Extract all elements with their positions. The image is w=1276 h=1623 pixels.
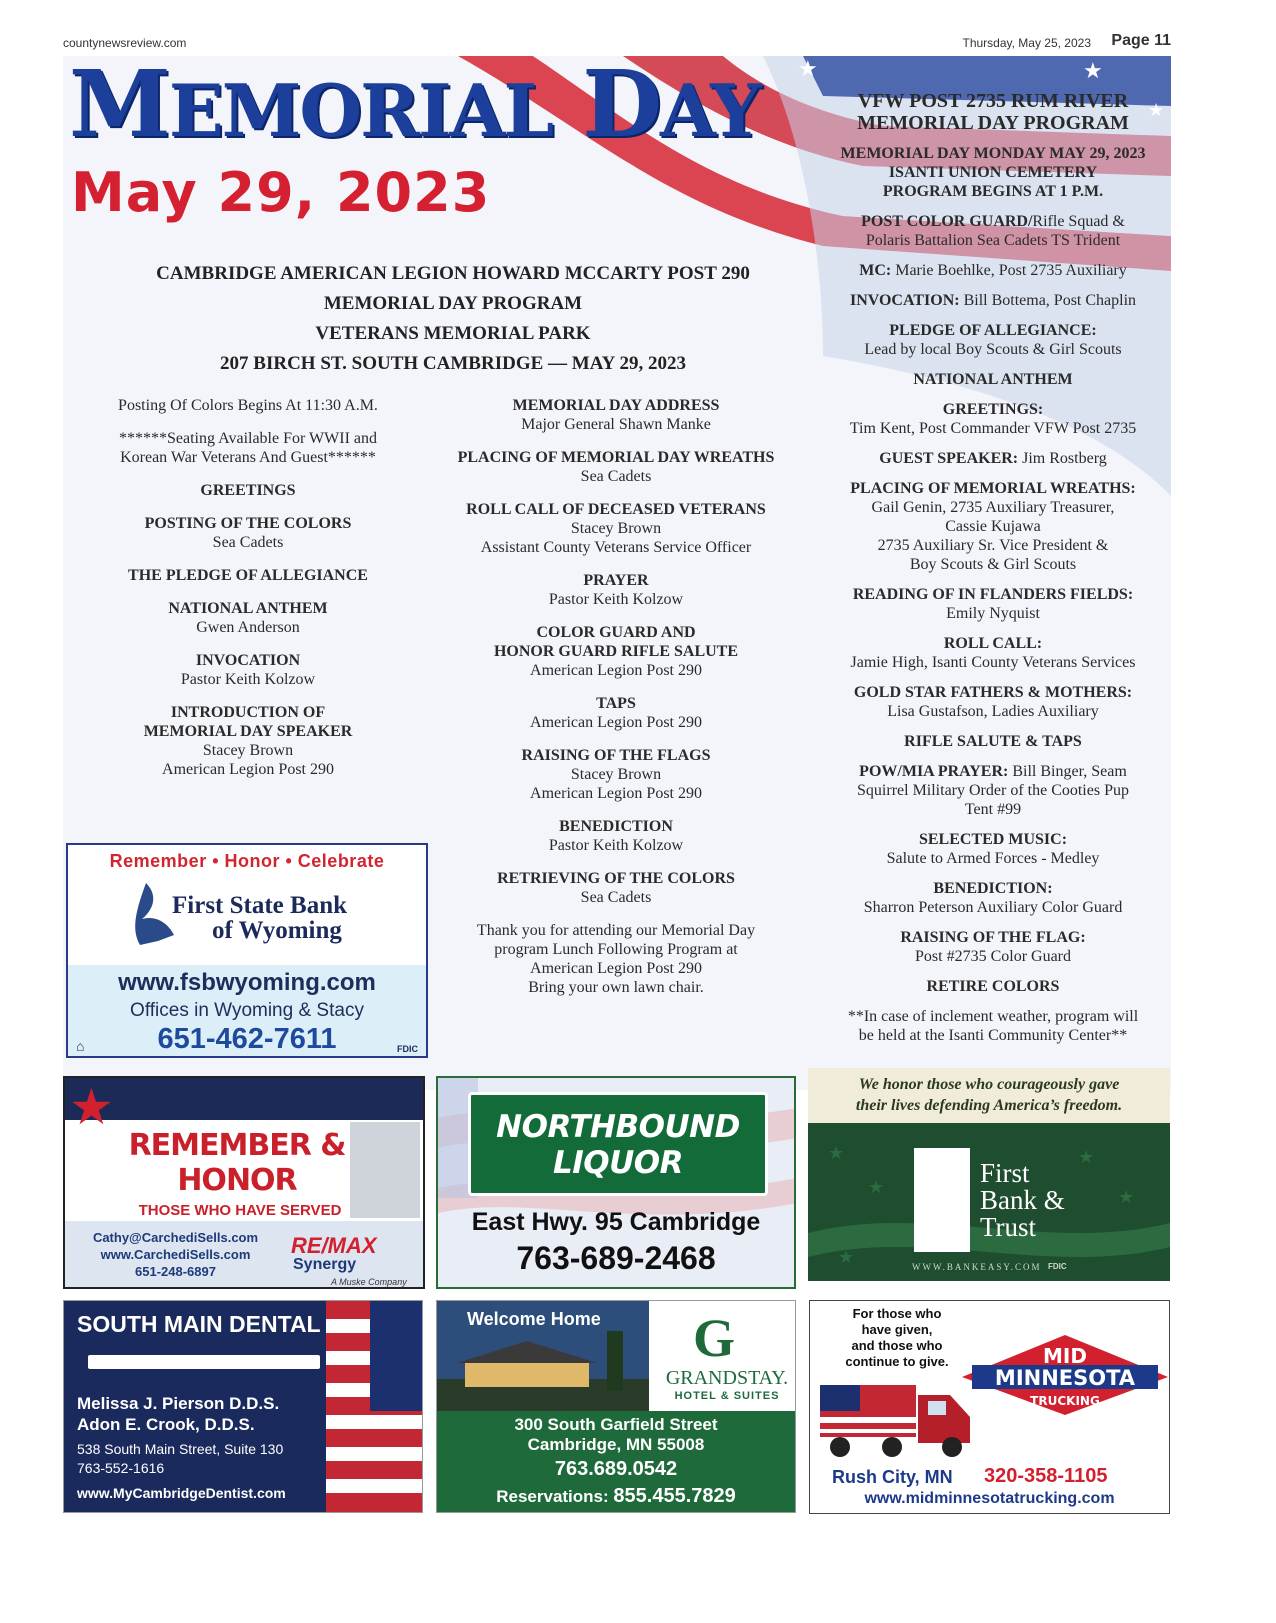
fsb-tagline: Remember • Honor • Celebrate bbox=[109, 851, 385, 871]
ad-first-bank-trust[interactable] bbox=[808, 1068, 1170, 1281]
program-item-detail: American Legion Post 290 bbox=[162, 761, 334, 778]
remax-headline bbox=[107, 1128, 367, 1198]
program-item bbox=[818, 732, 1168, 751]
program-item-title: NATIONAL ANTHEM bbox=[913, 371, 1073, 388]
cambridge-heading-line: CAMBRIDGE AMERICAN LEGION HOWARD MCCARTY POST 290 bbox=[156, 263, 750, 284]
fsb-name bbox=[172, 893, 347, 943]
program-item-title: RIFLE SALUTE & TAPS bbox=[904, 733, 1082, 750]
vfw-title bbox=[818, 90, 1168, 134]
program-item-title: SELECTED MUSIC: bbox=[918, 831, 1068, 848]
remax-phone[interactable]: 651-248-6897 bbox=[135, 1264, 216, 1279]
program-item-detail: Polaris Battalion Sea Cadets TS Trident bbox=[865, 232, 1121, 249]
goose-icon bbox=[128, 879, 178, 951]
program-item-heading bbox=[83, 566, 413, 585]
ad-northbound-liquor[interactable] bbox=[436, 1076, 796, 1289]
reservations-label: Reservations: bbox=[496, 1487, 614, 1506]
program-item-heading bbox=[433, 869, 799, 888]
mm-logo-line-2: MINNESOTA bbox=[994, 1366, 1136, 1390]
program-item-heading bbox=[433, 746, 799, 765]
flag-icon bbox=[326, 1301, 423, 1513]
cambridge-heading-line: MEMORIAL DAY PROGRAM bbox=[323, 293, 583, 314]
program-item-heading bbox=[83, 481, 413, 500]
remax-affiliation: A Muske Company bbox=[331, 1277, 407, 1287]
svg-text:★: ★ bbox=[1083, 59, 1103, 84]
program-item-detail: Pastor Keith Kolzow bbox=[180, 671, 316, 688]
northbound-address: East Hwy. 95 Cambridge bbox=[471, 1208, 761, 1236]
program-item bbox=[818, 144, 1168, 201]
ad-remax-synergy[interactable] bbox=[63, 1076, 425, 1289]
mm-logo-line-3: TRUCKING bbox=[1030, 1394, 1100, 1408]
ad-first-state-bank[interactable] bbox=[66, 843, 428, 1058]
cambridge-heading-line: VETERANS MEMORIAL PARK bbox=[315, 323, 591, 344]
remax-email[interactable]: Cathy@CarchediSells.com bbox=[92, 1230, 259, 1245]
fbt-quote-line-2: their lives defending America’s freedom. bbox=[855, 1097, 1123, 1114]
title-ay: AY bbox=[659, 68, 760, 153]
grandstay-reservations bbox=[437, 1485, 795, 1508]
mm-website[interactable]: www.midminnesotatrucking.com bbox=[864, 1490, 1115, 1507]
program-item-detail: Bring your own lawn chair. bbox=[528, 979, 704, 996]
program-item-title: THE PLEDGE OF ALLEGIANCE bbox=[128, 567, 368, 584]
program-item-detail: Gwen Anderson bbox=[196, 619, 300, 636]
program-item-detail: Pastor Keith Kolzow bbox=[548, 837, 684, 854]
program-item-title: BENEDICTION: bbox=[933, 880, 1053, 897]
program-item bbox=[818, 212, 1168, 250]
program-item-heading bbox=[818, 732, 1168, 751]
mm-tagline-line: continue to give. bbox=[845, 1354, 949, 1369]
program-item-heading bbox=[818, 400, 1168, 419]
program-item-heading bbox=[818, 212, 1168, 231]
svg-text:★: ★ bbox=[798, 57, 818, 82]
program-item-heading bbox=[433, 448, 799, 467]
fsb-phone[interactable]: 651-462-7611 bbox=[157, 1023, 337, 1055]
program-item bbox=[433, 694, 799, 732]
program-item bbox=[433, 623, 799, 680]
program-item bbox=[83, 429, 413, 467]
program-item-title: PLACING OF MEMORIAL WREATHS: bbox=[850, 480, 1136, 497]
vfw-title-line: MEMORIAL DAY PROGRAM bbox=[857, 112, 1129, 134]
remax-website[interactable]: www.CarchediSells.com bbox=[100, 1247, 251, 1262]
program-item-title: ROLL CALL: bbox=[943, 635, 1043, 652]
program-item-title: GREETINGS bbox=[200, 482, 296, 499]
program-item-detail: Sea Cadets bbox=[580, 889, 652, 906]
program-item bbox=[433, 817, 799, 855]
program-item-detail: Assistant County Veterans Service Officer bbox=[480, 539, 752, 556]
program-item-title: RETIRE COLORS bbox=[926, 978, 1060, 995]
remax-contact bbox=[73, 1229, 278, 1280]
program-item-title: INVOCATION: bbox=[849, 292, 964, 309]
program-item bbox=[818, 1007, 1168, 1045]
truck-icon bbox=[820, 1375, 980, 1465]
northbound-name-line-2: LIQUOR bbox=[552, 1145, 684, 1181]
program-item-detail: Jim Rostberg bbox=[1022, 450, 1107, 467]
program-item-heading bbox=[818, 928, 1168, 947]
program-item-detail: Cassie Kujawa bbox=[945, 518, 1041, 535]
vfw-title-line: VFW POST 2735 RUM RIVER bbox=[857, 90, 1129, 112]
fbt-quote bbox=[808, 1074, 1170, 1116]
program-item bbox=[818, 261, 1168, 280]
dental-contact bbox=[77, 1440, 283, 1478]
program-item-detail: Stacey Brown bbox=[570, 766, 662, 783]
remax-logo: RE/MAX bbox=[291, 1233, 377, 1258]
program-item-heading bbox=[818, 144, 1168, 201]
remax-headline-line-2: HONOR bbox=[177, 1163, 297, 1198]
program-item-heading bbox=[818, 977, 1168, 996]
program-item-title: PROGRAM BEGINS AT 1 P.M. bbox=[882, 183, 1104, 200]
program-item-detail: be held at the Isanti Community Center** bbox=[858, 1027, 1128, 1044]
program-item-title: INVOCATION bbox=[195, 652, 301, 669]
grandstay-name: GRANDSTAY. bbox=[665, 1367, 789, 1389]
mm-city: Rush City, MN bbox=[832, 1467, 953, 1487]
program-item-title: RAISING OF THE FLAGS bbox=[521, 747, 711, 764]
program-item bbox=[83, 514, 413, 552]
program-item-detail: Lisa Gustafson, Ladies Auxiliary bbox=[887, 703, 1099, 720]
program-item-title: READING OF IN FLANDERS FIELDS: bbox=[852, 586, 1134, 603]
program-item-title: POST COLOR GUARD/ bbox=[861, 213, 1033, 230]
program-item bbox=[433, 571, 799, 609]
program-item-detail: Marie Boehlke, Post 2735 Auxiliary bbox=[895, 262, 1127, 279]
mm-logo bbox=[962, 1335, 1168, 1415]
remax-headline-line-1: REMEMBER & bbox=[128, 1128, 346, 1163]
program-item bbox=[83, 396, 413, 415]
program-item-title: GUEST SPEAKER: bbox=[879, 450, 1023, 467]
cambridge-heading bbox=[83, 259, 823, 379]
fbt-name-line-1: First bbox=[980, 1158, 1030, 1188]
program-item bbox=[433, 746, 799, 803]
program-item-heading bbox=[818, 879, 1168, 898]
dental-website[interactable]: www.MyCambridgeDentist.com bbox=[77, 1485, 286, 1501]
program-item-title: PLACING OF MEMORIAL DAY WREATHS bbox=[457, 449, 775, 466]
program-item-detail: Bill Bottema, Post Chaplin bbox=[963, 292, 1137, 309]
vfw-program-column bbox=[818, 90, 1168, 1056]
title-emorial: EMORIAL bbox=[168, 68, 553, 153]
mm-phone[interactable]: 320-358-1105 bbox=[984, 1465, 1108, 1487]
program-item-detail: Bill Binger, Seam bbox=[1012, 763, 1127, 780]
event-date: May 29, 2023 bbox=[71, 161, 491, 224]
program-item bbox=[818, 762, 1168, 819]
program-item bbox=[818, 683, 1168, 721]
svg-text:★: ★ bbox=[838, 1247, 855, 1268]
program-item-detail: Korean War Veterans And Guest****** bbox=[120, 449, 376, 466]
program-item bbox=[433, 921, 799, 997]
program-item-heading bbox=[818, 321, 1168, 340]
program-item bbox=[818, 977, 1168, 996]
program-item-detail: Stacey Brown bbox=[570, 520, 662, 537]
program-item bbox=[818, 928, 1168, 966]
program-item-heading bbox=[433, 500, 799, 519]
program-item-title: HONOR GUARD RIFLE SALUTE bbox=[493, 643, 739, 660]
program-item-title: GREETINGS: bbox=[942, 401, 1044, 418]
program-item-title: PLEDGE OF ALLEGIANCE: bbox=[889, 322, 1097, 339]
title-initial-m: M bbox=[69, 56, 169, 158]
fbt-name-line-2: Bank & bbox=[980, 1185, 1065, 1215]
program-item-heading bbox=[433, 817, 799, 836]
program-item-title: MEMORIAL DAY ADDRESS bbox=[512, 397, 720, 414]
program-item-heading bbox=[433, 623, 799, 661]
issue-date: Thursday, May 25, 2023 bbox=[962, 36, 1091, 50]
program-item-detail: Major General Shawn Manke bbox=[521, 416, 711, 433]
program-item-detail: American Legion Post 290 bbox=[530, 662, 702, 679]
grandstay-address-2: Cambridge, MN 55008 bbox=[527, 1435, 705, 1454]
program-item-heading bbox=[818, 261, 1168, 280]
program-item bbox=[83, 566, 413, 585]
svg-text:★: ★ bbox=[868, 1177, 885, 1198]
equal-housing-icon: ⌂ bbox=[76, 1038, 85, 1054]
program-item-heading bbox=[818, 830, 1168, 849]
program-item-detail: Squirrel Military Order of the Cooties Pup bbox=[857, 782, 1129, 799]
program-item-detail: Gail Genin, 2735 Auxiliary Treasurer, bbox=[871, 499, 1115, 516]
program-item-title: BENEDICTION bbox=[559, 818, 673, 835]
cambridge-program-column-1 bbox=[83, 396, 413, 793]
program-item-detail: Salute to Armed Forces - Medley bbox=[886, 850, 1100, 867]
remax-subhead: THOSE WHO HAVE SERVED bbox=[138, 1202, 342, 1219]
program-item-title: INTRODUCTION OF bbox=[170, 704, 326, 721]
page-header bbox=[63, 32, 1171, 52]
program-item bbox=[818, 830, 1168, 868]
program-item-detail: Thank you for attending our Memorial Day bbox=[476, 922, 756, 939]
program-item-heading bbox=[818, 291, 1168, 310]
program-item-detail: Stacey Brown bbox=[202, 742, 294, 759]
mm-tagline-line: and those who bbox=[851, 1338, 943, 1353]
program-item-heading bbox=[433, 571, 799, 590]
program-item-heading bbox=[818, 762, 1168, 781]
program-item-heading bbox=[83, 599, 413, 618]
mm-logo-line-1: MID bbox=[1043, 1344, 1087, 1368]
program-item bbox=[433, 396, 799, 434]
mm-tagline-line: have given, bbox=[861, 1322, 933, 1337]
program-item-title: GOLD STAR FATHERS & MOTHERS: bbox=[853, 684, 1133, 701]
dental-title: SOUTH MAIN DENTAL bbox=[77, 1311, 321, 1337]
svg-text:★: ★ bbox=[1148, 100, 1165, 121]
remax-banner bbox=[65, 1078, 423, 1120]
program-item-title: MEMORIAL DAY SPEAKER bbox=[143, 723, 353, 740]
program-item-title: TAPS bbox=[596, 695, 636, 712]
dental-doctors bbox=[77, 1393, 279, 1435]
program-item-title: MEMORIAL DAY MONDAY MAY 29, 2023 bbox=[840, 145, 1146, 162]
grandstay-logo-icon: G bbox=[693, 1308, 736, 1368]
svg-text:★: ★ bbox=[1078, 1147, 1095, 1168]
grandstay-contact-panel bbox=[437, 1411, 795, 1513]
mm-tagline-line: For those who bbox=[852, 1306, 942, 1321]
program-item-detail: Pastor Keith Kolzow bbox=[548, 591, 684, 608]
northbound-logo-box bbox=[468, 1092, 768, 1196]
dental-doctor-1: Melissa J. Pierson D.D.S. bbox=[77, 1394, 280, 1413]
fbt-logo-mark bbox=[914, 1148, 970, 1252]
program-item bbox=[818, 634, 1168, 672]
reservations-phone[interactable]: 855.455.7829 bbox=[613, 1485, 736, 1507]
program-item-heading bbox=[818, 683, 1168, 702]
fdic-icon: FDIC bbox=[397, 1044, 418, 1054]
program-item-title: RETRIEVING OF THE COLORS bbox=[497, 870, 735, 887]
fsb-name-line-2: of Wyoming bbox=[212, 917, 342, 944]
program-item-title: POSTING OF THE COLORS bbox=[144, 515, 352, 532]
program-item bbox=[433, 448, 799, 486]
vfw-program-list bbox=[818, 144, 1168, 1045]
program-item-heading bbox=[818, 585, 1168, 604]
program-item bbox=[818, 479, 1168, 574]
program-item bbox=[818, 400, 1168, 438]
program-item bbox=[433, 500, 799, 557]
program-item-detail: Sea Cadets bbox=[580, 468, 652, 485]
grandstay-phone[interactable]: 763.689.0542 bbox=[554, 1458, 678, 1480]
program-item bbox=[83, 599, 413, 637]
grandstay-subtitle: HOTEL & SUITES bbox=[674, 1390, 780, 1402]
fsb-name-line-1: First State Bank bbox=[172, 892, 347, 919]
program-item bbox=[818, 291, 1168, 310]
dental-phone[interactable]: 763-552-1616 bbox=[77, 1460, 165, 1476]
dental-address: 538 South Main Street, Suite 130 bbox=[77, 1441, 284, 1457]
grandstay-address-1: 300 South Garfield Street bbox=[514, 1415, 718, 1434]
program-item-title: ROLL CALL OF DECEASED VETERANS bbox=[466, 501, 766, 518]
title-initial-d: D bbox=[582, 56, 660, 158]
program-item-detail: Sea Cadets bbox=[212, 534, 284, 551]
program-item-detail: American Legion Post 290 bbox=[530, 960, 702, 977]
program-item bbox=[433, 869, 799, 907]
program-item bbox=[818, 879, 1168, 917]
program-item-detail: Post #2735 Color Guard bbox=[915, 948, 1071, 965]
program-item-detail: **In case of inclement weather, program will bbox=[847, 1008, 1139, 1025]
program-item-title: COLOR GUARD AND bbox=[536, 624, 696, 641]
program-item-detail: Rifle Squad & bbox=[1032, 213, 1125, 230]
program-item-detail: program Lunch Following Program at bbox=[494, 941, 738, 958]
program-item bbox=[83, 481, 413, 500]
program-item-detail: Tim Kent, Post Commander VFW Post 2735 bbox=[849, 420, 1137, 437]
fsb-offices: Offices in Wyoming & Stacy bbox=[130, 1000, 364, 1021]
northbound-phone[interactable]: 763-689-2468 bbox=[516, 1240, 716, 1276]
mm-tagline bbox=[822, 1306, 972, 1370]
program-item-heading bbox=[83, 514, 413, 533]
program-item-detail: American Legion Post 290 bbox=[530, 785, 702, 802]
remax-office: Synergy bbox=[293, 1256, 357, 1273]
program-item-heading bbox=[83, 651, 413, 670]
program-item-detail: Lead by local Boy Scouts & Girl Scouts bbox=[864, 341, 1122, 358]
grandstay-welcome: Welcome Home bbox=[467, 1309, 601, 1329]
cambridge-program-column-2 bbox=[433, 396, 799, 1011]
ad-south-main-dental[interactable] bbox=[63, 1300, 423, 1513]
fbt-quote-panel bbox=[808, 1068, 1170, 1123]
program-item bbox=[83, 651, 413, 689]
fsb-website[interactable]: www.fsbwyoming.com bbox=[118, 969, 376, 996]
site-url[interactable]: countynewsreview.com bbox=[63, 36, 187, 50]
page-title bbox=[69, 56, 760, 158]
program-item-title: POW/MIA PRAYER: bbox=[859, 763, 1013, 780]
fbt-name bbox=[980, 1160, 1065, 1241]
program-item-heading bbox=[433, 396, 799, 415]
fbt-website[interactable]: WWW.BANKEASY.COM bbox=[912, 1262, 1042, 1272]
fsb-contact-panel bbox=[68, 965, 426, 1058]
program-item-title: MC: bbox=[859, 262, 896, 279]
program-item-detail: Emily Nyquist bbox=[946, 605, 1040, 622]
program-item bbox=[818, 370, 1168, 389]
program-item-heading bbox=[818, 479, 1168, 498]
program-item-detail: Sharron Peterson Auxiliary Color Guard bbox=[863, 899, 1123, 916]
program-item-heading bbox=[433, 694, 799, 713]
fbt-quote-line-1: We honor those who courageously gave bbox=[858, 1076, 1120, 1093]
svg-text:★: ★ bbox=[1118, 1187, 1135, 1208]
page-number: Page 11 bbox=[1111, 32, 1171, 49]
program-item-heading bbox=[818, 449, 1168, 468]
program-item-title: NATIONAL ANTHEM bbox=[168, 600, 328, 617]
program-item-title: ISANTI UNION CEMETERY bbox=[888, 164, 1098, 181]
dental-doctor-2: Adon E. Crook, D.D.S. bbox=[77, 1415, 255, 1434]
program-item-detail: Jamie High, Isanti County Veterans Services bbox=[850, 654, 1136, 671]
program-item bbox=[818, 449, 1168, 468]
svg-text:★: ★ bbox=[828, 1143, 845, 1164]
fbt-name-line-3: Trust bbox=[980, 1212, 1037, 1242]
toothbrush-icon bbox=[88, 1355, 320, 1369]
star-icon: ★ bbox=[69, 1079, 114, 1135]
program-item-detail: ******Seating Available For WWII and bbox=[118, 430, 377, 447]
remax-contact-panel bbox=[65, 1221, 423, 1289]
program-item-detail: Tent #99 bbox=[964, 801, 1022, 818]
program-item-detail: 2735 Auxiliary Sr. Vice President & bbox=[877, 537, 1109, 554]
ad-grandstay[interactable] bbox=[436, 1300, 796, 1513]
northbound-name-line-1: NORTHBOUND bbox=[496, 1109, 740, 1145]
program-item-heading bbox=[818, 634, 1168, 653]
program-item-title: PRAYER bbox=[583, 572, 649, 589]
fdic-icon: FDIC bbox=[1048, 1262, 1067, 1271]
program-item-detail: Boy Scouts & Girl Scouts bbox=[909, 556, 1077, 573]
ad-mid-minnesota-trucking[interactable] bbox=[809, 1300, 1170, 1514]
program-item-heading bbox=[83, 703, 413, 741]
program-item bbox=[83, 703, 413, 779]
program-item-detail: American Legion Post 290 bbox=[530, 714, 702, 731]
program-item-title: RAISING OF THE FLAG: bbox=[900, 929, 1086, 946]
program-item bbox=[818, 321, 1168, 359]
program-item bbox=[818, 585, 1168, 623]
program-item-detail: Posting Of Colors Begins At 11:30 A.M. bbox=[118, 397, 378, 414]
program-item-heading bbox=[818, 370, 1168, 389]
cambridge-heading-line: 207 BIRCH ST. SOUTH CAMBRIDGE — MAY 29, 2023 bbox=[220, 353, 686, 374]
